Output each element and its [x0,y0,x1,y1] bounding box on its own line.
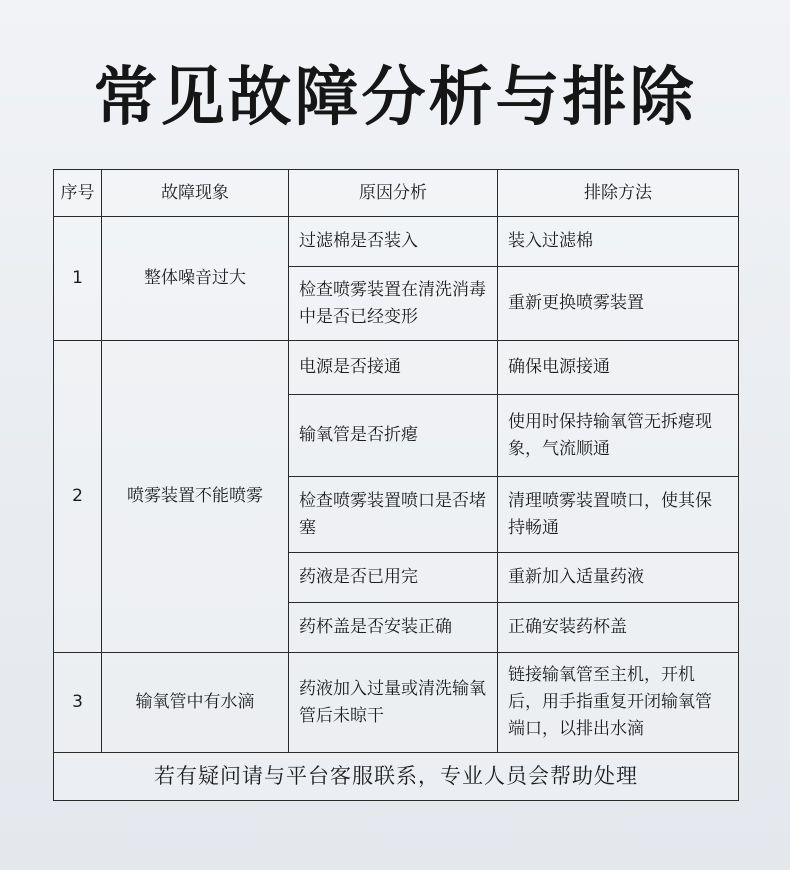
row-fix: 链接输氧管至主机，开机后，用手指重复开闭输氧管端口，以排出水滴 [498,653,739,753]
row-index: 3 [54,653,102,753]
footer-note: 若有疑问请与平台客服联系，专业人员会帮助处理 [54,753,739,801]
troubleshooting-table [53,169,739,801]
row-cause: 药液加入过量或清洗输氧管后未晾干 [289,653,498,753]
row-cause: 检查喷雾装置喷口是否堵塞 [289,477,498,553]
table-row [54,217,739,267]
row-fix: 使用时保持输氧管无拆瘪现象，气流顺通 [498,395,739,477]
row-fix: 正确安装药杯盖 [498,603,739,653]
row-cause: 电源是否接通 [289,341,498,395]
row-cause: 药杯盖是否安装正确 [289,603,498,653]
row-index: 1 [54,217,102,341]
header-index: 序号 [54,170,102,217]
table-row [54,653,739,753]
header-fix: 排除方法 [498,170,739,217]
row-cause: 输氧管是否折瘪 [289,395,498,477]
row-symptom: 整体噪音过大 [102,217,289,341]
page-title: 常见故障分析与排除 [93,61,697,135]
table-header-row [54,170,739,217]
row-fix: 确保电源接通 [498,341,739,395]
row-symptom: 输氧管中有水滴 [102,653,289,753]
row-fix: 重新更换喷雾装置 [498,267,739,341]
row-symptom: 喷雾装置不能喷雾 [102,341,289,653]
row-fix: 清理喷雾装置喷口，使其保持畅通 [498,477,739,553]
row-cause: 过滤棉是否装入 [289,217,498,267]
row-cause: 药液是否已用完 [289,553,498,603]
table-footer-row [54,753,739,801]
row-fix: 装入过滤棉 [498,217,739,267]
table-row [54,341,739,395]
row-fix: 重新加入适量药液 [498,553,739,603]
header-symptom: 故障现象 [102,170,289,217]
row-cause: 检查喷雾装置在清洗消毒中是否已经变形 [289,267,498,341]
header-cause: 原因分析 [289,170,498,217]
row-index: 2 [54,341,102,653]
